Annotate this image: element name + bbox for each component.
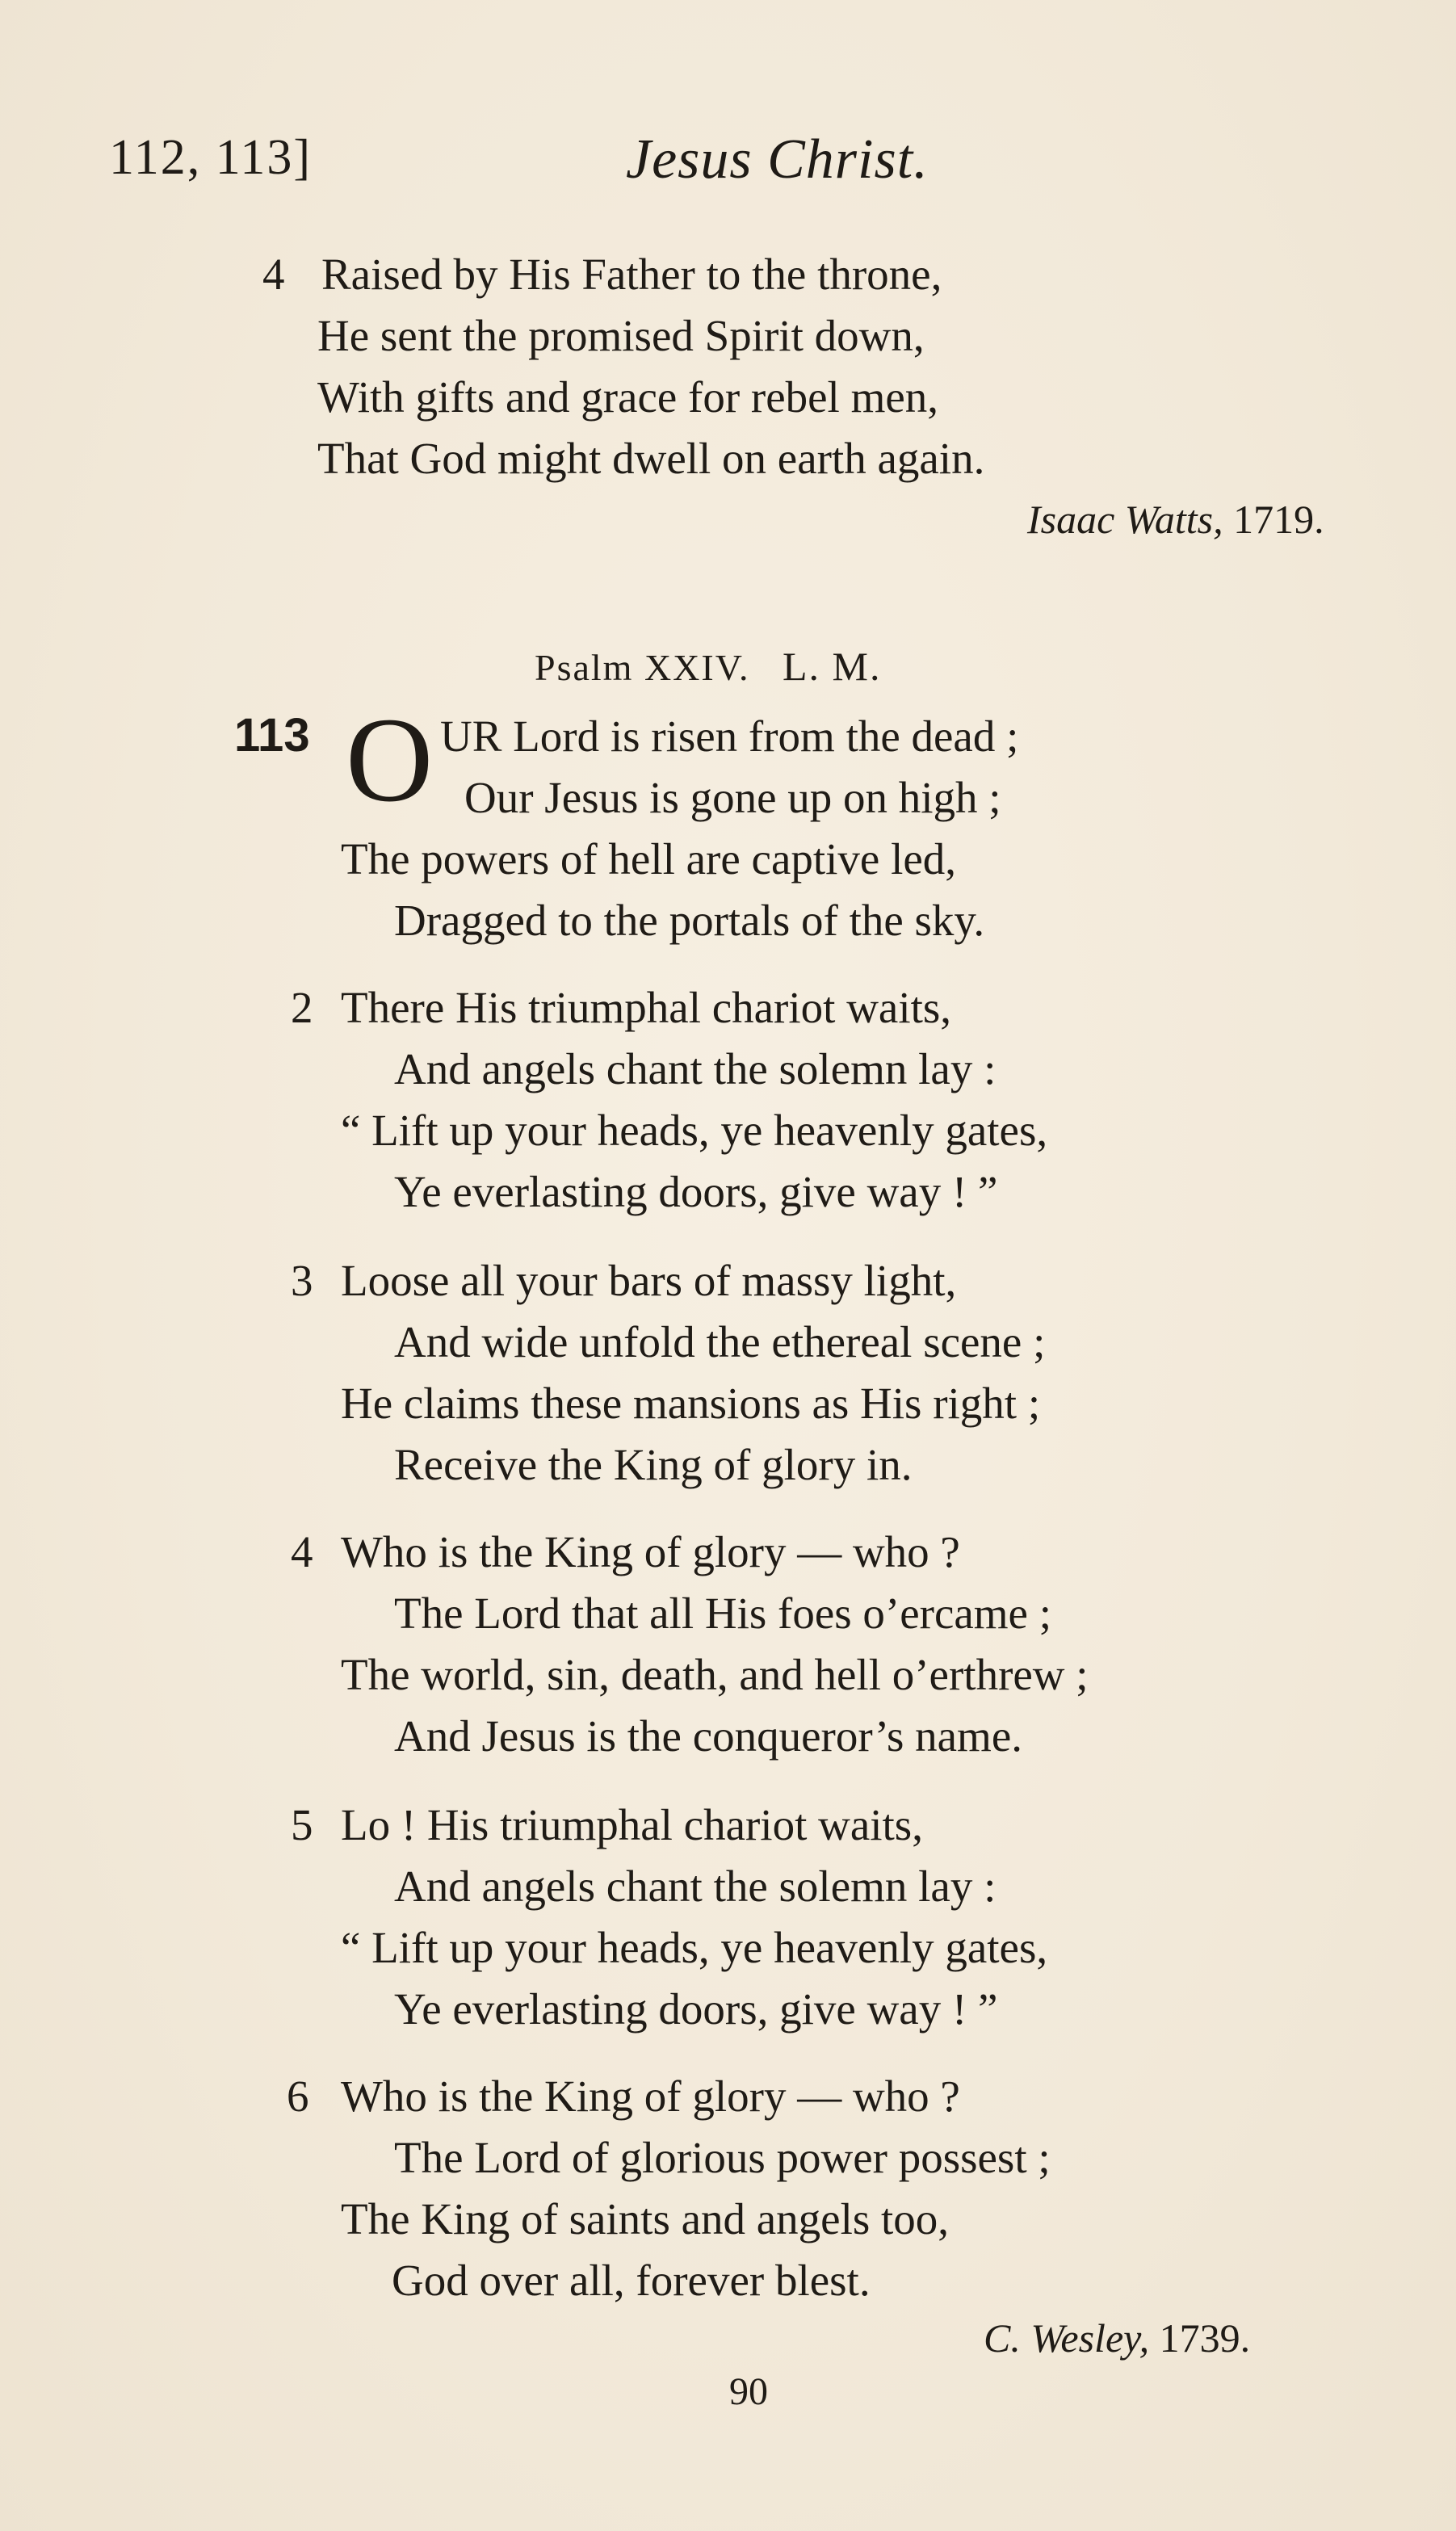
verse-line: He claims these mansions as His right ; xyxy=(341,1379,1041,1428)
meter: L. M. xyxy=(783,644,882,689)
attribution-author: C. Wesley, xyxy=(984,2315,1150,2361)
verse-line: Lo ! His triumphal chariot waits, xyxy=(341,1800,923,1849)
drop-cap: O xyxy=(346,693,434,827)
verse-line: The powers of hell are captive led, xyxy=(341,834,957,884)
attribution-year: 1739. xyxy=(1159,2315,1251,2361)
page-number: 90 xyxy=(729,2370,768,2413)
hymn-range-header: 112, 113] xyxy=(109,130,313,185)
verse-line: And Jesus is the conqueror’s name. xyxy=(394,1711,1023,1761)
verse-line: The world, sin, death, and hell o’erthrew ; xyxy=(341,1650,1089,1699)
verse-line: That God might dwell on earth again. xyxy=(317,434,985,483)
hymn-meta xyxy=(535,644,882,689)
hymn-number: 113 xyxy=(234,709,310,762)
verse-number: 4 xyxy=(291,1527,313,1576)
attribution-author: Isaac Watts, xyxy=(1027,497,1223,542)
verse-line: “ Lift up your heads, ye heavenly gates, xyxy=(341,1923,1048,1972)
verse-line: And wide unfold the ethereal scene ; xyxy=(394,1317,1046,1366)
verse-number: 6 xyxy=(287,2071,309,2121)
verse-line: And angels chant the solemn lay : xyxy=(394,1862,997,1911)
verse-line: Who is the King of glory — who ? xyxy=(341,2071,960,2121)
verse-line: He sent the promised Spirit down, xyxy=(317,311,925,360)
verse-number: 4 xyxy=(262,250,285,299)
verse-line: Raised by His Father to the throne, xyxy=(321,250,942,299)
verse-line: God over all, forever blest. xyxy=(392,2256,871,2305)
verse-line: Loose all your bars of massy light, xyxy=(341,1256,957,1305)
verse-line: Ye everlasting doors, give way ! ” xyxy=(394,1984,998,2034)
section-title: Jesus Christ. xyxy=(626,128,929,191)
attribution xyxy=(1027,497,1324,542)
verse-line: There His triumphal chariot waits, xyxy=(341,983,952,1032)
verse-line: “ Lift up your heads, ye heavenly gates, xyxy=(341,1106,1048,1155)
psalm-reference: Psalm XXIV. xyxy=(535,647,750,688)
verse-line: Dragged to the portals of the sky. xyxy=(394,896,985,945)
verse-line: The King of saints and angels too, xyxy=(341,2194,950,2243)
verse-line: The Lord of glorious power possest ; xyxy=(394,2133,1051,2182)
attribution xyxy=(984,2315,1251,2361)
verse-line: The Lord that all His foes o’ercame ; xyxy=(394,1589,1051,1638)
verse-line: Our Jesus is gone up on high ; xyxy=(464,773,1001,822)
verse-line: With gifts and grace for rebel men, xyxy=(317,372,939,422)
verse-line: Ye everlasting doors, give way ! ” xyxy=(394,1167,998,1216)
verse-number: 3 xyxy=(291,1256,313,1305)
verse-line: Receive the King of glory in. xyxy=(394,1440,913,1489)
verse-line: And angels chant the solemn lay : xyxy=(394,1044,997,1093)
attribution-year: 1719. xyxy=(1233,497,1324,542)
verse-number: 5 xyxy=(291,1800,313,1849)
verse-line: UR Lord is risen from the dead ; xyxy=(440,711,1019,761)
verse-number: 2 xyxy=(291,983,313,1032)
verse-line: Who is the King of glory — who ? xyxy=(341,1527,960,1576)
